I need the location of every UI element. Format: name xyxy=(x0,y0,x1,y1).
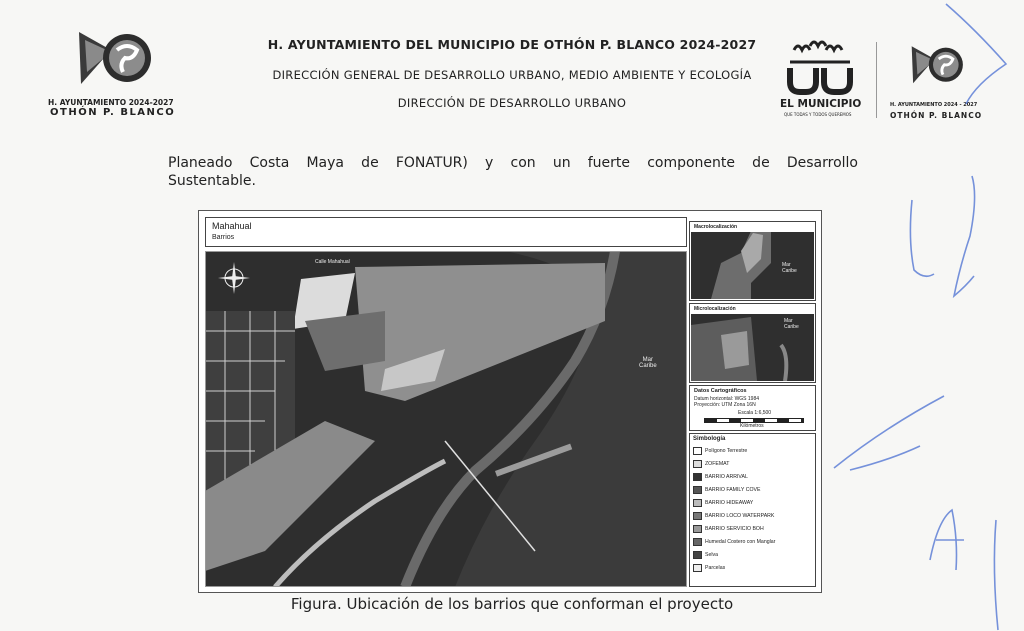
macro-title: Macrolocalización xyxy=(694,224,738,230)
legend-item xyxy=(690,509,815,522)
legend-label: BARRIO HIDEAWAY xyxy=(705,499,754,506)
legend-swatch xyxy=(693,538,702,546)
legend-label: Selva xyxy=(705,551,718,558)
north-arrow-icon xyxy=(217,261,251,295)
map-subtitle: Barrios xyxy=(212,234,235,241)
legend-title: Simbología xyxy=(693,436,726,442)
figure-caption: Figura. Ubicación de los barrios que conforman el proyecto xyxy=(290,595,734,613)
map-title: Mahahual xyxy=(212,221,252,231)
macro-location-panel xyxy=(689,221,816,301)
legend-label: Humedal Costero con Manglar xyxy=(705,538,776,545)
legend-label: BARRIO LOCO WATERPARK xyxy=(705,512,775,519)
logo-left-line1: H. AYUNTAMIENTO 2024-2027 xyxy=(48,98,174,107)
legend-label: Polígono Terrestre xyxy=(705,447,748,454)
carto-title: Datos Cartográficos xyxy=(694,388,747,394)
legend-label: ZOFEMAT xyxy=(705,460,730,467)
legend-swatch xyxy=(693,551,702,559)
legend-swatch xyxy=(693,460,702,468)
el-municipio-tagline: QUE TODAS Y TODOS QUEREMOS xyxy=(784,112,852,117)
macro-sea-label: Mar Caribe xyxy=(782,262,797,274)
carto-line-2: Proyección: UTM Zona 16N xyxy=(694,402,756,408)
legend-item xyxy=(690,483,815,496)
logo-left-line2: OTHÓN P. BLANCO xyxy=(50,107,176,118)
body-paragraph xyxy=(168,154,858,190)
legend-list xyxy=(690,444,815,574)
body-line-2: Sustentable. xyxy=(168,173,256,189)
map-street-label: Calle Mahahual xyxy=(315,259,350,265)
legend-swatch xyxy=(693,525,702,533)
map-title-box xyxy=(205,217,687,247)
el-municipio-name: EL MUNICIPIO xyxy=(780,98,862,110)
main-map-image xyxy=(205,251,687,587)
legend-swatch xyxy=(693,473,702,481)
logo-right-line2: OTHÓN P. BLANCO xyxy=(890,111,983,120)
legend-item xyxy=(690,470,815,483)
carto-line-1: Datum horizontal: WGS 1984 xyxy=(694,396,760,402)
legend-item xyxy=(690,548,815,561)
legend-item xyxy=(690,457,815,470)
micro-title: Microlocalización xyxy=(694,306,736,312)
legend-label: BARRIO ARRIVAL xyxy=(705,473,748,480)
signature-marks xyxy=(820,0,1024,631)
legend-label: BARRIO SERVICIO BOH xyxy=(705,525,764,532)
macro-location-map xyxy=(691,223,814,299)
legend-swatch xyxy=(693,486,702,494)
header-title: H. AYUNTAMIENTO DEL MUNICIPIO DE OTHÓN P. BLANCO 2024-2027 xyxy=(267,37,757,52)
logo-right-line1: H. AYUNTAMIENTO 2024 - 2027 xyxy=(890,102,978,108)
legend-item xyxy=(690,444,815,457)
micro-location-panel xyxy=(689,303,816,383)
map-sea-label: Mar Caribe xyxy=(639,357,657,369)
legend-label: Parcelas xyxy=(705,564,726,571)
legend-panel xyxy=(689,433,816,587)
legend-item xyxy=(690,522,815,535)
cartographic-data-panel xyxy=(689,385,816,431)
body-line-1: Planeado Costa Maya de FONATUR) y con un fuerte componente de Desarrollo xyxy=(168,155,858,171)
legend-label: BARRIO FAMILY COVE xyxy=(705,486,761,493)
micro-location-map xyxy=(691,305,814,381)
legend-swatch xyxy=(693,499,702,507)
carto-scale: Escala 1:6,500 xyxy=(738,410,772,416)
header-subtitle-1: DIRECCIÓN GENERAL DE DESARROLLO URBANO, MEDIO AMBIENTE Y ECOLOGÍA xyxy=(272,68,752,82)
legend-item xyxy=(690,535,815,548)
legend-item xyxy=(690,561,815,574)
header-subtitle-2: DIRECCIÓN DE DESARROLLO URBANO xyxy=(397,96,627,110)
legend-swatch xyxy=(693,564,702,572)
legend-item xyxy=(690,496,815,509)
micro-sea-label: Mar Caribe xyxy=(784,318,799,330)
carto-units: Kilómetros xyxy=(740,423,764,429)
map-figure xyxy=(198,210,822,593)
legend-swatch xyxy=(693,512,702,520)
legend-swatch xyxy=(693,447,702,455)
